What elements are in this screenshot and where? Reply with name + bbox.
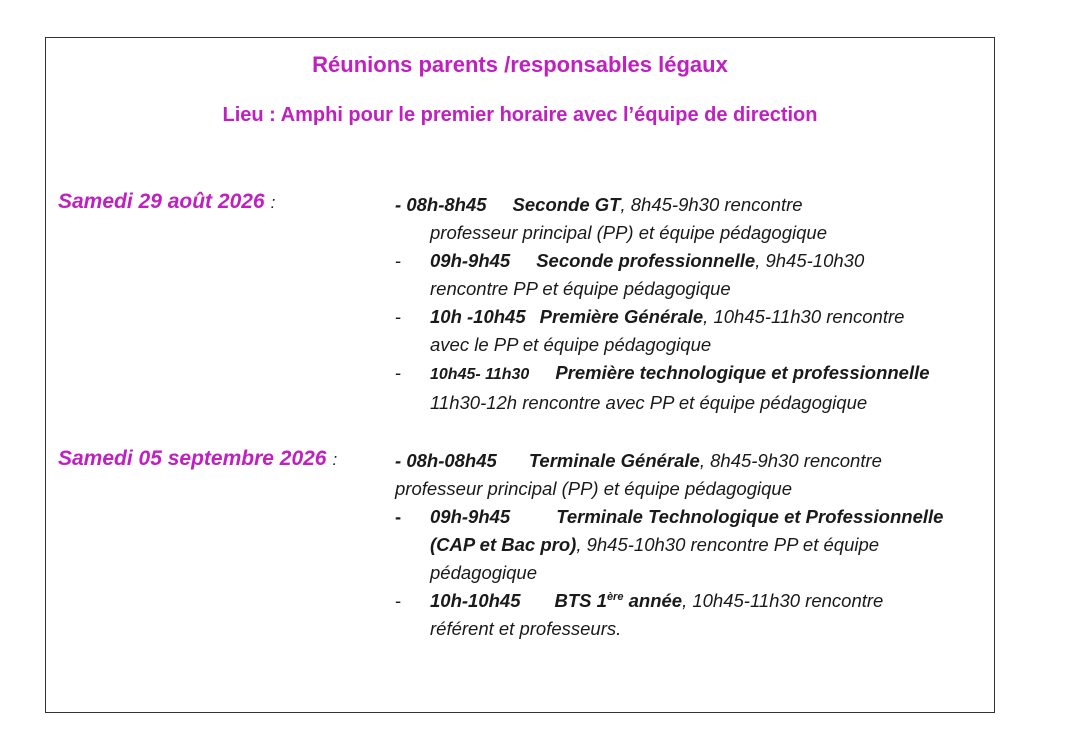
time-slot: 09h-9h45 xyxy=(430,506,511,527)
time-slot: 10h45- 11h30 xyxy=(430,366,530,383)
class-level: Première technologique et professionnelle xyxy=(555,362,930,383)
list-item: - 10h -10h45 Première Générale, 10h45-11h30 rencontre avec le PP et équipe pédagogique xyxy=(395,306,905,355)
list-item: - 08h-8h45 Seconde GT, 8h45-9h30 rencontre professeur principal (PP) et équipe pédagogique xyxy=(395,194,827,243)
list-item: - 10h-10h45 BTS 1ère année, 10h45-11h30 rencontre référent et professeurs. xyxy=(395,590,884,639)
list-item: - 09h-9h45 Terminale Technologique et Professionnelle (CAP et Bac pro), 9h45-10h30 rencontre PP et équipe pédagogique xyxy=(395,506,944,583)
class-level: Première Générale xyxy=(539,306,704,327)
class-level: Seconde GT xyxy=(512,194,621,215)
class-level-detail: (CAP et Bac pro) xyxy=(430,534,577,555)
time-slot: 10h -10h45 xyxy=(430,306,526,327)
session-schedule-1 xyxy=(395,191,995,417)
class-level: Seconde professionnelle xyxy=(536,250,756,271)
class-level: Terminale Générale xyxy=(528,450,700,471)
list-item: - 10h45- 11h30 Première technologique et professionnelle 11h30-12h rencontre avec PP et équipe pédagogique xyxy=(395,362,930,413)
page-title: Réunions parents /responsables légaux xyxy=(312,52,728,77)
time-slot: 10h-10h45 xyxy=(430,590,521,611)
session-date-2: Samedi 05 septembre 2026 : xyxy=(58,447,338,470)
location-line: Lieu : Amphi pour le premier horaire avec l’équipe de direction xyxy=(222,104,818,126)
time-slot: 08h-8h45 xyxy=(406,194,487,215)
session-schedule-2 xyxy=(395,447,995,643)
session-date-1: Samedi 29 août 2026 : xyxy=(58,190,276,213)
list-item: - 09h-9h45 Seconde professionnelle, 9h45-10h30 rencontre PP et équipe pédagogique xyxy=(395,250,865,299)
list-item: - 08h-08h45 Terminale Générale, 8h45-9h30 rencontre professeur principal (PP) et équipe pédagogique xyxy=(395,450,882,499)
class-level: Terminale Technologique et Professionnelle xyxy=(556,506,944,527)
time-slot: 09h-9h45 xyxy=(430,250,511,271)
time-slot: 08h-08h45 xyxy=(406,450,497,471)
class-level: BTS 1ère année xyxy=(554,590,683,611)
